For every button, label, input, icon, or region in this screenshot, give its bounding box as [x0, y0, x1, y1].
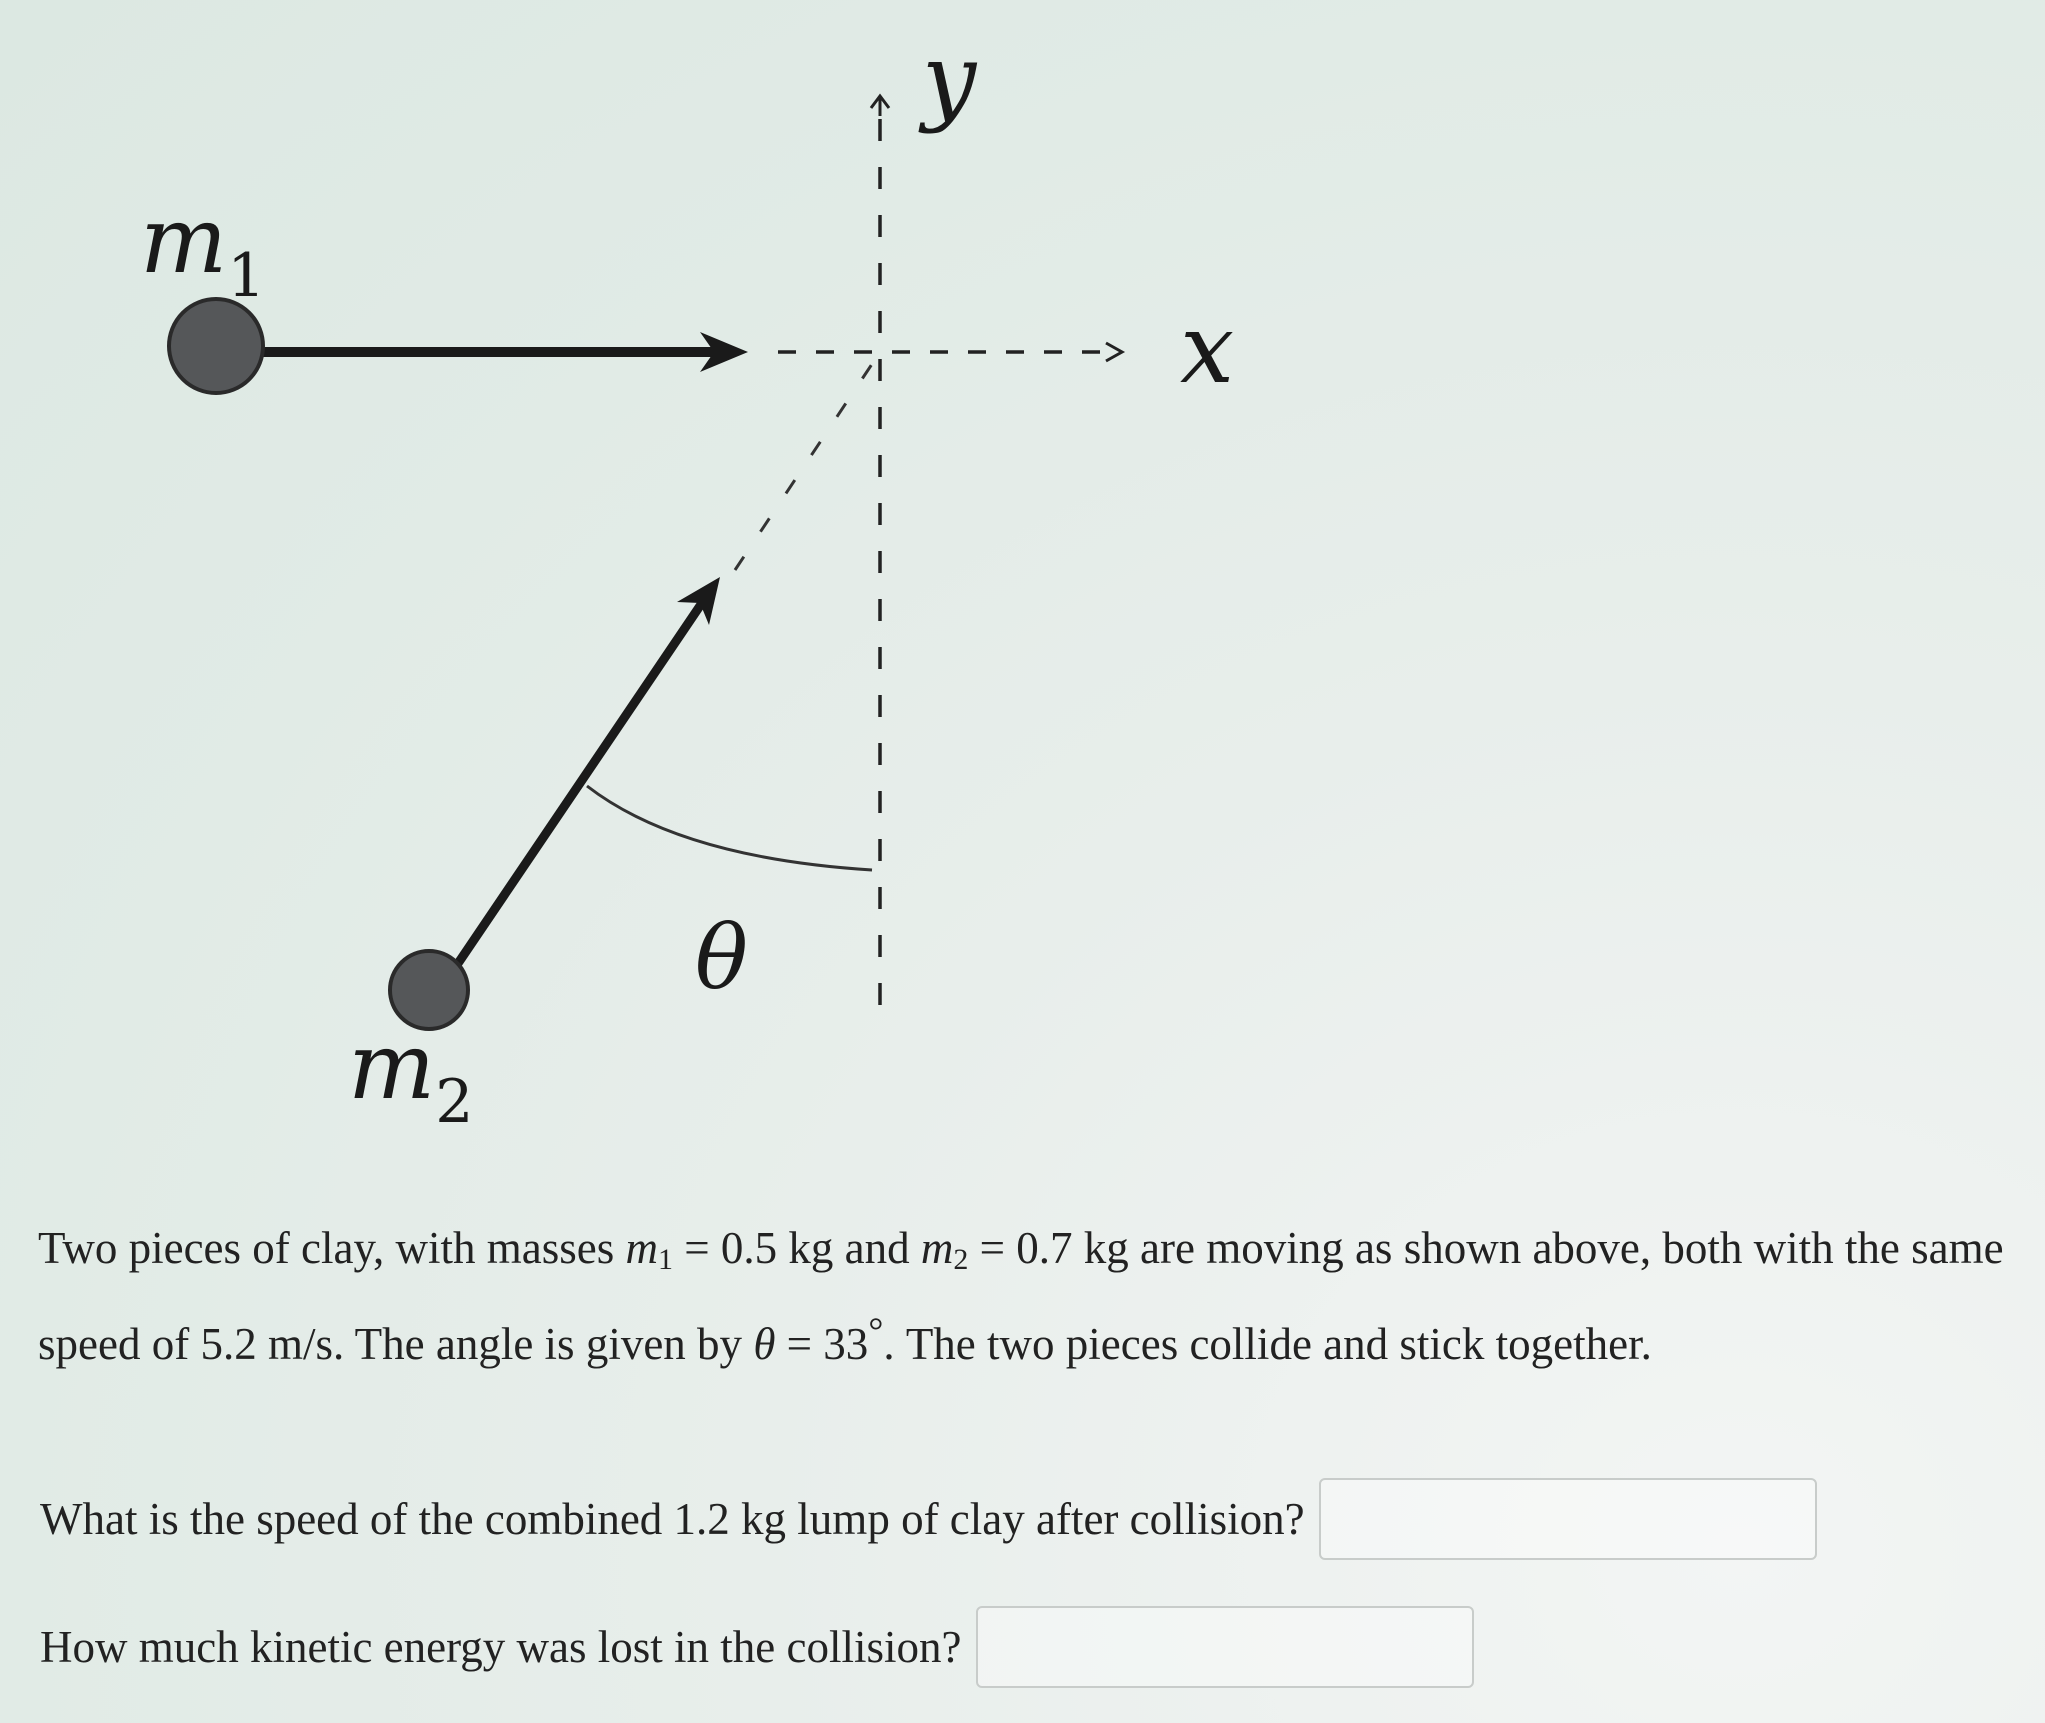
- mass1-subscript: 1: [658, 1243, 674, 1276]
- mass2-symbol: m: [920, 1223, 954, 1273]
- question-speed: [40, 1478, 1817, 1560]
- mass1-symbol: m: [625, 1223, 659, 1273]
- theta-symbol: θ: [753, 1319, 776, 1369]
- question-speed-text: What is the speed of the combined 1.2 kg lump of clay after collision?: [40, 1494, 1305, 1544]
- x-axis-arrowhead: [1106, 343, 1122, 361]
- speed-answer-input[interactable]: [1319, 1478, 1817, 1560]
- question-energy: [40, 1606, 1474, 1688]
- m2-arrowhead: [677, 577, 720, 625]
- mass1-ball: [169, 299, 263, 393]
- m2-velocity-arrow: [440, 594, 708, 990]
- mass2-label: $m_2$: [348, 1013, 474, 1137]
- mass2-subscript: 2: [953, 1243, 969, 1276]
- energy-answer-input[interactable]: [976, 1606, 1474, 1688]
- degree-symbol: °: [868, 1311, 884, 1352]
- problem-statement: Two pieces of clay, with masses $m_1 = 0.5$ kg and $m_2 = 0.7$ kg are moving as shown above, both with the same speed of 5.2 m/s. The angle is given by θ = 33°. The two pieces collide and stick together.: [38, 1223, 2004, 1369]
- y-axis-label: y: [922, 23, 977, 135]
- angle-arc: [587, 786, 872, 870]
- angle-label: θ: [695, 906, 748, 1009]
- m2-path-extension: [735, 355, 878, 570]
- x-axis-label: x: [1180, 293, 1235, 405]
- mass1-label: $m_1$: [140, 187, 266, 311]
- question-energy-text: How much kinetic energy was lost in the collision?: [40, 1622, 962, 1672]
